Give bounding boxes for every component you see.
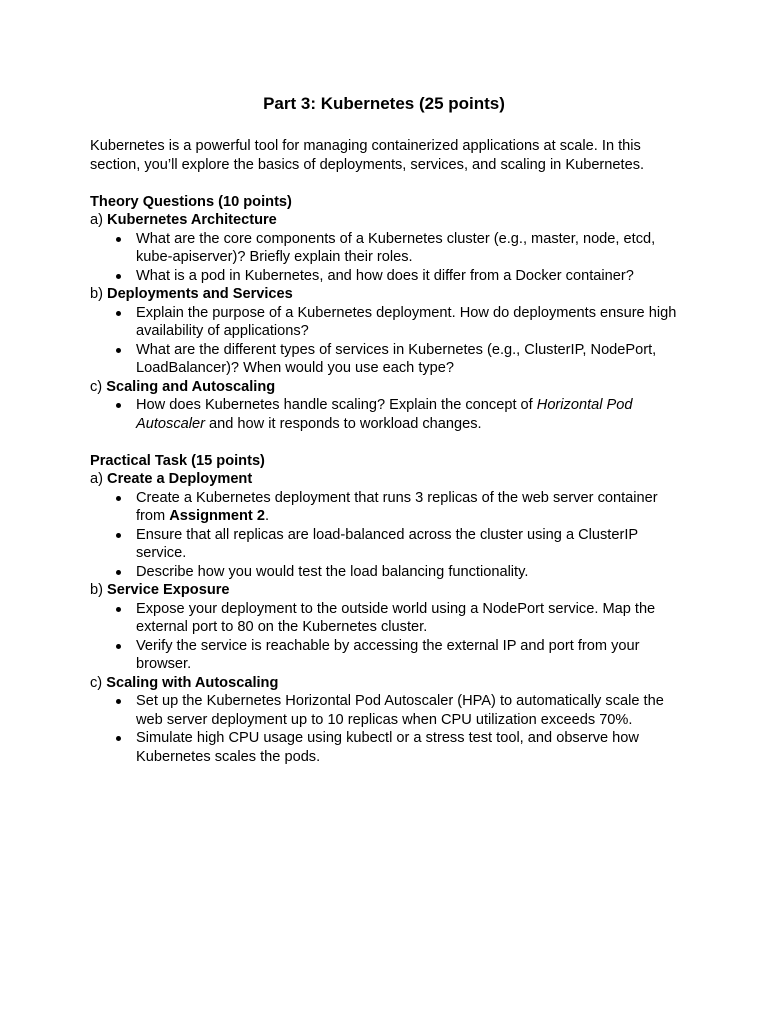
- bullet-icon: [116, 533, 121, 538]
- theory-c-label: Scaling and Autoscaling: [106, 378, 276, 395]
- theory-a-label: Kubernetes Architecture: [107, 212, 277, 228]
- theory-heading: Theory Questions (10 points): [90, 193, 292, 210]
- list-item: Explain the purpose of a Kubernetes deployment. How do deployments ensure high availability of applications?: [136, 304, 680, 341]
- list-item: How does Kubernetes handle scaling? Explain the concept of Horizontal Pod Autoscaler and how it responds to workload changes.: [136, 396, 680, 433]
- theory-b-list: [90, 304, 680, 378]
- bullet-icon: [116, 311, 121, 316]
- bullet-icon: [116, 699, 121, 704]
- bullet-icon: [116, 403, 121, 408]
- intro-paragraph: Kubernetes is a powerful tool for managing containerized applications at scale. In this section, you’ll explore the basics of deployments, services, and scaling in Kubernetes.: [90, 138, 645, 173]
- list-item: Expose your deployment to the outside world using a NodePort service. Map the external port to 80 on the Kubernetes cluster.: [136, 600, 680, 637]
- theory-b-heading: b) Deployments and Services: [90, 286, 293, 302]
- page-title: Part 3: Kubernetes (25 points): [263, 94, 505, 113]
- bullet-icon: [116, 496, 121, 501]
- list-item: Verify the service is reachable by accessing the external IP and port from your browser.: [136, 637, 680, 674]
- bullet-icon: [116, 736, 121, 741]
- list-item: Simulate high CPU usage using kubectl or a stress test tool, and observe how Kubernetes scales the pods.: [136, 729, 680, 766]
- list-item: Set up the Kubernetes Horizontal Pod Autoscaler (HPA) to automatically scale the web server deployment up to 10 replicas when CPU utilization exceeds 70%.: [136, 692, 680, 729]
- practical-a-label: Create a Deployment: [107, 471, 253, 487]
- theory-a-list: [90, 230, 680, 286]
- bullet-icon: [116, 570, 121, 575]
- bullet-icon: [116, 644, 121, 649]
- practical-heading: Practical Task (15 points): [90, 452, 265, 469]
- list-item: What are the core components of a Kubernetes cluster (e.g., master, node, etcd, kube-apiserver)? Briefly explain their roles.: [136, 230, 680, 267]
- theory-c-list: [90, 396, 680, 433]
- list-item: Ensure that all replicas are load-balanced across the cluster using a ClusterIP service.: [136, 526, 680, 563]
- list-item: Describe how you would test the load balancing functionality.: [136, 563, 680, 582]
- bullet-icon: [116, 274, 121, 279]
- bullet-icon: [116, 607, 121, 612]
- bullet-icon: [116, 348, 121, 353]
- practical-c-list: [90, 692, 680, 766]
- practical-b-list: [90, 600, 680, 674]
- practical-a-list: [90, 489, 680, 582]
- section-gap: [90, 433, 680, 452]
- list-item: What is a pod in Kubernetes, and how does it differ from a Docker container?: [136, 267, 680, 286]
- list-item: Create a Kubernetes deployment that runs 3 replicas of the web server container from Assignment 2.: [136, 489, 680, 526]
- theory-a-heading: a) Kubernetes Architecture: [90, 212, 277, 228]
- theory-c-heading: c) Scaling and Autoscaling: [90, 378, 276, 395]
- bullet-icon: [116, 237, 121, 242]
- practical-c-label: Scaling with Autoscaling: [106, 674, 279, 691]
- practical-c-heading: c) Scaling with Autoscaling: [90, 674, 279, 691]
- practical-b-heading: b) Service Exposure: [90, 582, 230, 598]
- theory-b-label: Deployments and Services: [107, 286, 293, 302]
- list-item: What are the different types of services in Kubernetes (e.g., ClusterIP, NodePort, LoadBalancer)? When would you use each type?: [136, 341, 680, 378]
- practical-a-heading: a) Create a Deployment: [90, 471, 253, 487]
- practical-b-label: Service Exposure: [107, 582, 230, 598]
- document-body: [90, 137, 680, 766]
